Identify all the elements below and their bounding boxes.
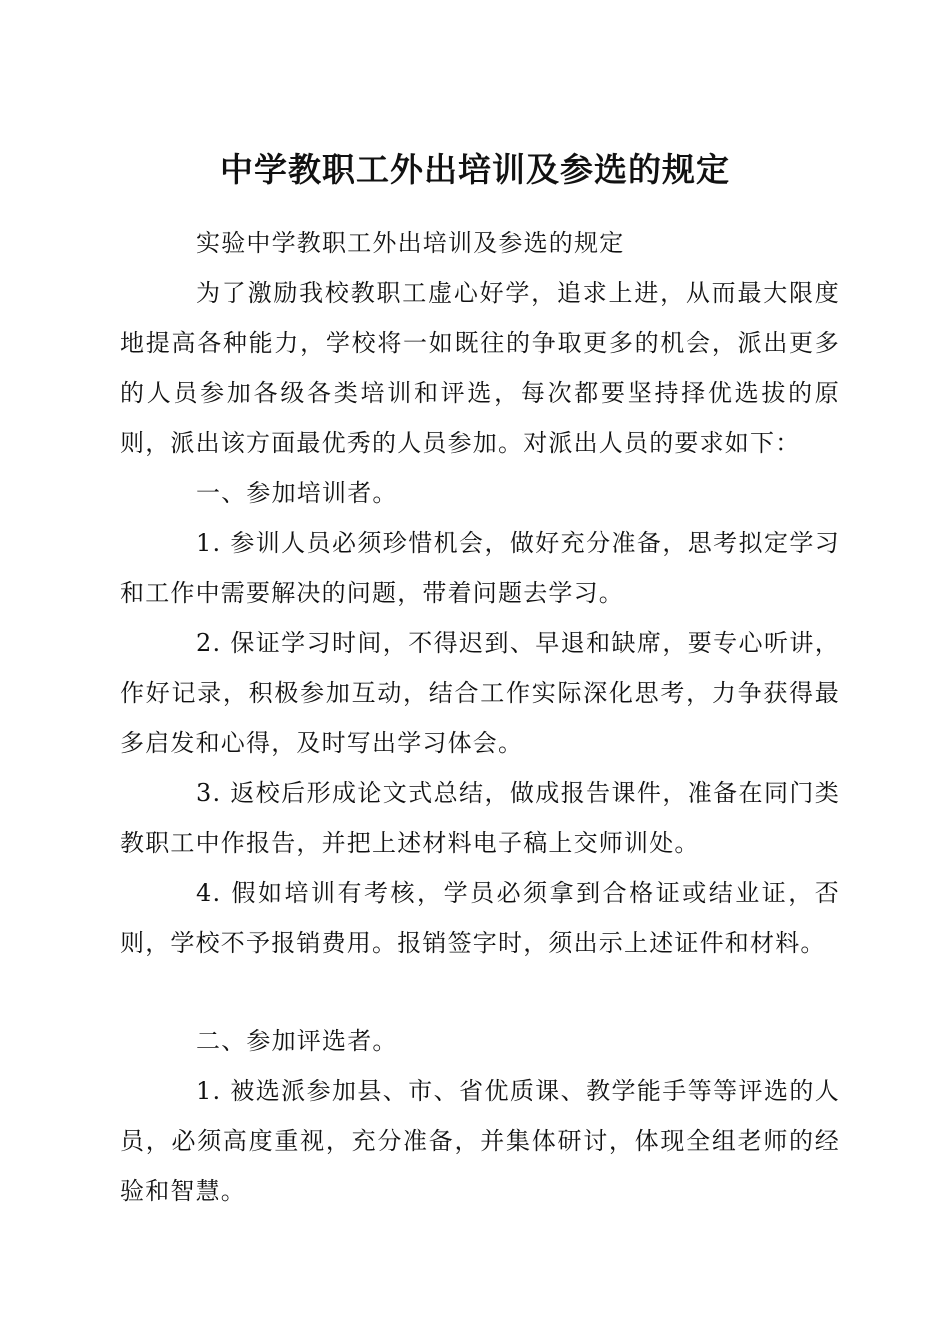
document-body (120, 218, 840, 1216)
subtitle-paragraph: 实验中学教职工外出培训及参选的规定 (196, 229, 625, 257)
section-heading-selection: 二、参加评选者。 (196, 1027, 398, 1055)
training-rule-3: 3. 返校后形成论文式总结，做成报告课件，准备在同门类教职工中作报告，并把上述材料电子稿上交师训处。 (120, 779, 840, 857)
paragraph-gap (120, 968, 840, 1016)
training-rule-2: 2. 保证学习时间，不得迟到、早退和缺席，要专心听讲，作好记录，积极参加互动，结合工作实际深化思考，力争获得最多启发和心得，及时写出学习体会。 (120, 629, 840, 757)
intro-paragraph: 为了激励我校教职工虚心好学，追求上进，从而最大限度地提高各种能力，学校将一如既往的争取更多的机会，派出更多的人员参加各级各类培训和评选，每次都要坚持择优选拔的原则，派出该方面最优秀的人员参加。对派出人员的要求如下： (120, 279, 840, 457)
selection-rule-1: 1. 被选派参加县、市、省优质课、教学能手等等评选的人员，必须高度重视，充分准备，并集体研讨，体现全组老师的经验和智慧。 (120, 1077, 840, 1205)
training-rule-4: 4. 假如培训有考核，学员必须拿到合格证或结业证，否则，学校不予报销费用。报销签字时，须出示上述证件和材料。 (120, 879, 840, 957)
training-rule-1: 1. 参训人员必须珍惜机会，做好充分准备，思考拟定学习和工作中需要解决的问题，带着问题去学习。 (120, 529, 840, 607)
document-title: 中学教职工外出培训及参选的规定 (220, 150, 730, 189)
section-heading-training: 一、参加培训者。 (196, 479, 398, 507)
